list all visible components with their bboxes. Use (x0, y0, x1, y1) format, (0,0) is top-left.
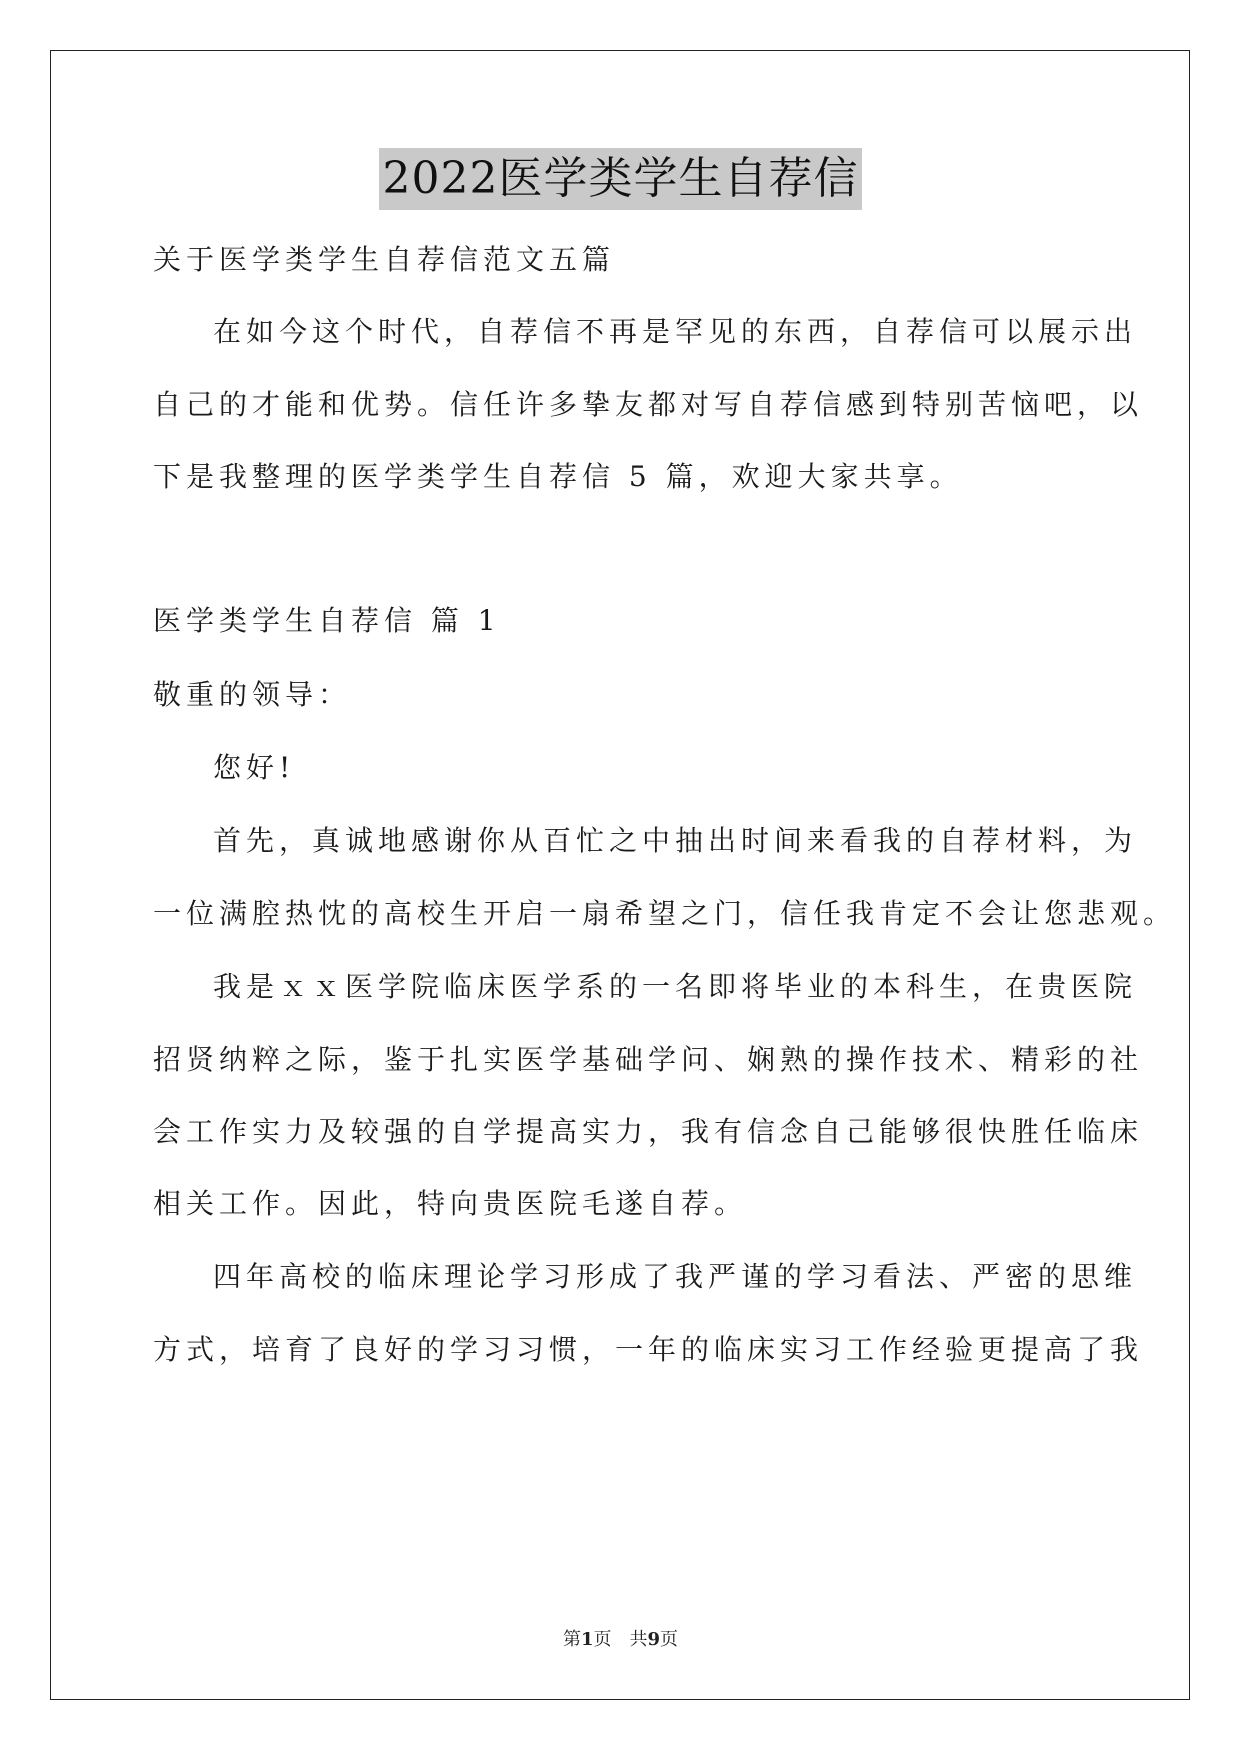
paragraph-3-line-2: 方式，培育了良好的学习习惯，一年的临床实习工作经验更提高了我 (153, 1333, 1144, 1366)
salutation: 敬重的领导： (153, 678, 352, 711)
footer-page-mid: 页 共 (593, 1629, 648, 1650)
page-footer (0, 1628, 1241, 1652)
footer-page-total: 9 (647, 1629, 661, 1650)
footer-page-current: 1 (580, 1629, 594, 1650)
page-border (50, 50, 1190, 1700)
document-title: 2022医学类学生自荐信 (379, 148, 863, 210)
greeting: 您好! (213, 751, 296, 784)
paragraph-1-line-1: 首先，真诚地感谢你从百忙之中抽出时间来看我的自荐材料，为 (213, 824, 1138, 857)
paragraph-3-line-1: 四年高校的临床理论学习形成了我严谨的学习看法、严密的思维 (213, 1260, 1138, 1293)
paragraph-2-line-1: 我是ｘｘ医学院临床医学系的一名即将毕业的本科生，在贵医院 (213, 970, 1138, 1003)
paragraph-2-line-3: 会工作实力及较强的自学提高实力，我有信念自己能够很快胜任临床 (153, 1115, 1144, 1148)
section-heading: 医学类学生自荐信 篇 1 (153, 604, 501, 637)
paragraph-1-line-2: 一位满腔热忱的高校生开启一扇希望之门，信任我肯定不会让您悲观。 (153, 897, 1177, 930)
intro-line-2: 自己的才能和优势。信任许多挚友都对写自荐信感到特别苦恼吧，以 (153, 388, 1144, 421)
intro-line-3: 下是我整理的医学类学生自荐信 5 篇，欢迎大家共享。 (153, 460, 963, 493)
paragraph-2-line-2: 招贤纳粹之际，鉴于扎实医学基础学问、娴熟的操作技术、精彩的社 (153, 1043, 1144, 1076)
paragraph-2-line-4: 相关工作。因此，特向贵医院毛遂自荐。 (153, 1187, 748, 1220)
title-container (0, 148, 1241, 210)
footer-page-prefix: 第 (562, 1629, 581, 1650)
document-subtitle: 关于医学类学生自荐信范文五篇 (153, 243, 616, 276)
footer-page-suffix: 页 (660, 1629, 679, 1650)
intro-line-1: 在如今这个时代，自荐信不再是罕见的东西，自荐信可以展示出 (213, 315, 1138, 348)
